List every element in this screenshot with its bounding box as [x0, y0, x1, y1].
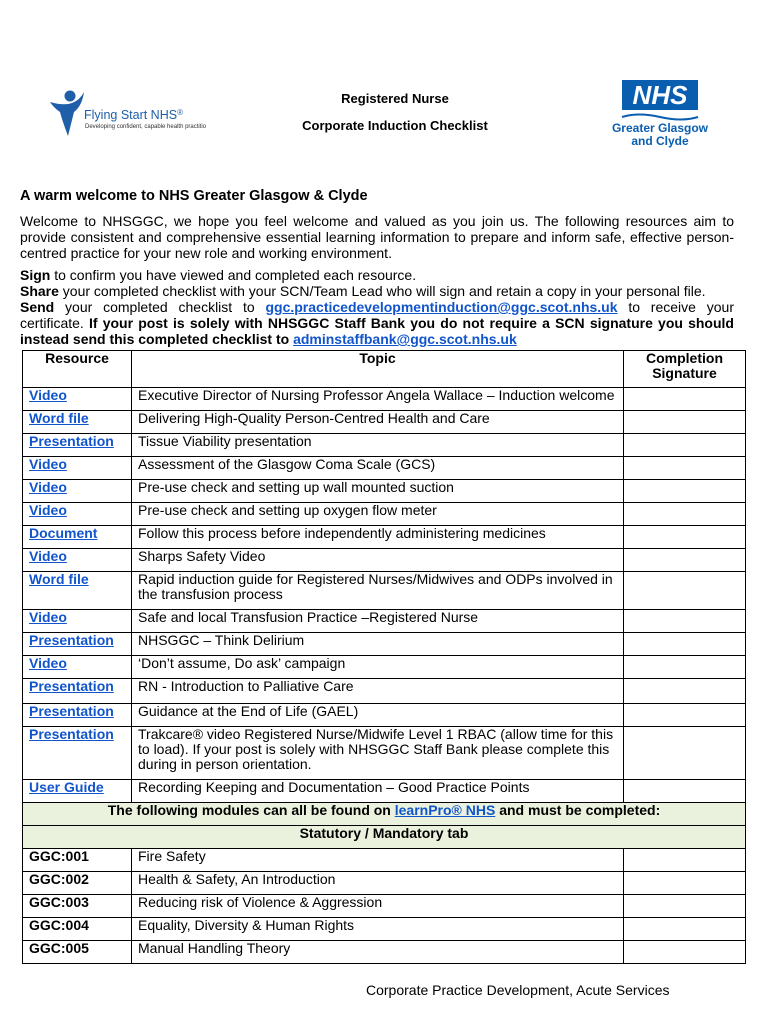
signature-cell[interactable]	[624, 872, 746, 895]
module-row	[23, 849, 746, 872]
learnpro-link[interactable]: learnPro® NHS	[394, 802, 496, 818]
table-row	[23, 480, 746, 503]
module-topic: Manual Handling Theory	[132, 941, 624, 964]
module-code: GGC:001	[23, 849, 132, 872]
header-resource: Resource	[23, 351, 132, 388]
nhs-board-line1: Greater Glasgow	[611, 121, 709, 135]
induction-email-link[interactable]: ggc.practicedevelopmentinduction@ggc.scot.nhs.uk	[265, 299, 618, 315]
signature-cell[interactable]	[624, 895, 746, 918]
table-row	[23, 549, 746, 572]
signature-cell[interactable]	[624, 480, 746, 503]
welcome-intro: Welcome to NHSGGC, we hope you feel welcome and valued as you join us. The following resources aim to provide consistent and comprehensive essential learning information to prepare and inform safe, effective person-centred practice for your new role and working environment.	[20, 213, 734, 261]
topic-cell: Trakcare® video Registered Nurse/Midwife Level 1 RBAC (allow time for this to load). If your post is solely with NHSGGC Staff Bank please complete this during in person orientation.	[132, 727, 624, 780]
signature-cell[interactable]	[624, 704, 746, 727]
send-text: your completed checklist to	[54, 299, 266, 315]
staff-bank-email-link[interactable]: adminstaffbank@ggc.scot.nhs.uk	[293, 331, 517, 347]
module-topic: Fire Safety	[132, 849, 624, 872]
module-row	[23, 941, 746, 964]
resource-link[interactable]: Video	[23, 656, 132, 679]
resource-link[interactable]: Video	[23, 549, 132, 572]
signature-cell[interactable]	[624, 388, 746, 411]
signature-cell[interactable]	[624, 656, 746, 679]
topic-cell: Sharps Safety Video	[132, 549, 624, 572]
resource-link[interactable]: Document	[23, 526, 132, 549]
table-row	[23, 679, 746, 704]
table-row	[23, 503, 746, 526]
module-row	[23, 872, 746, 895]
module-code: GGC:004	[23, 918, 132, 941]
mandatory-tab-row	[23, 826, 746, 849]
resource-link[interactable]: Video	[23, 610, 132, 633]
nhs-wordmark: NHS	[622, 80, 698, 110]
flying-start-mark: ®	[177, 108, 183, 117]
induction-checklist-table	[22, 350, 746, 964]
table-row	[23, 457, 746, 480]
signature-cell[interactable]	[624, 849, 746, 872]
topic-cell: RN - Introduction to Palliative Care	[132, 679, 624, 704]
table-row	[23, 780, 746, 803]
topic-cell: Follow this process before independently administering medicines	[132, 526, 624, 549]
signature-cell[interactable]	[624, 411, 746, 434]
table-row	[23, 572, 746, 610]
topic-cell: Assessment of the Glasgow Coma Scale (GCS)	[132, 457, 624, 480]
flying-start-logo	[48, 86, 218, 142]
signature-cell[interactable]	[624, 457, 746, 480]
sign-text: to confirm you have viewed and completed each resource.	[50, 267, 417, 283]
header-topic: Topic	[132, 351, 624, 388]
resource-link[interactable]: Presentation	[23, 727, 132, 780]
resource-link[interactable]: Presentation	[23, 633, 132, 656]
topic-cell: Guidance at the End of Life (GAEL)	[132, 704, 624, 727]
table-row	[23, 434, 746, 457]
doc-title-line1: Registered Nurse	[341, 91, 449, 106]
table-row	[23, 727, 746, 780]
table-row	[23, 526, 746, 549]
table-header-row	[23, 351, 746, 388]
module-topic: Health & Safety, An Introduction	[132, 872, 624, 895]
signature-cell[interactable]	[624, 918, 746, 941]
resource-link[interactable]: Video	[23, 503, 132, 526]
learnpro-row	[23, 803, 746, 826]
table-row	[23, 411, 746, 434]
topic-cell: Pre-use check and setting up oxygen flow meter	[132, 503, 624, 526]
resource-link[interactable]: User Guide	[23, 780, 132, 803]
module-code: GGC:002	[23, 872, 132, 895]
signature-cell[interactable]	[624, 679, 746, 704]
learnpro-post: and must be completed:	[495, 802, 661, 818]
nhs-board-line2: and Clyde	[631, 134, 689, 148]
resource-link[interactable]: Word file	[23, 572, 132, 610]
resource-link[interactable]: Video	[23, 480, 132, 503]
learnpro-pre: The following modules can all be found on	[107, 802, 395, 818]
signature-cell[interactable]	[624, 941, 746, 964]
header-signature: Completion Signature	[624, 351, 746, 388]
flying-start-figure-icon	[48, 86, 88, 142]
resource-link[interactable]: Presentation	[23, 679, 132, 704]
signature-cell[interactable]	[624, 610, 746, 633]
signature-cell[interactable]	[624, 434, 746, 457]
flying-start-name: Flying Start NHS	[84, 108, 178, 122]
send-word: Send	[20, 299, 55, 315]
module-topic: Equality, Diversity & Human Rights	[132, 918, 624, 941]
welcome-heading: A warm welcome to NHS Greater Glasgow & Clyde	[20, 188, 368, 204]
share-text: your completed checklist with your SCN/Team Lead who will sign and retain a copy in your personal file.	[58, 283, 706, 299]
resource-link[interactable]: Presentation	[23, 704, 132, 727]
instructions	[20, 267, 734, 347]
module-row	[23, 918, 746, 941]
module-topic: Reducing risk of Violence & Aggression	[132, 895, 624, 918]
topic-cell: Pre-use check and setting up wall mounted suction	[132, 480, 624, 503]
signature-cell[interactable]	[624, 549, 746, 572]
footer-text: Corporate Practice Development, Acute Services	[366, 982, 670, 998]
staff-bank-note: If your post is solely with NHSGGC Staff Bank you do not require a SCN signature you should instead send this completed checklist to	[20, 315, 734, 347]
topic-cell: Safe and local Transfusion Practice –Registered Nurse	[132, 610, 624, 633]
table-row	[23, 656, 746, 679]
nhs-ggc-logo	[608, 80, 712, 152]
signature-cell[interactable]	[624, 633, 746, 656]
sign-word: Sign	[20, 267, 51, 283]
topic-cell: Tissue Viability presentation	[132, 434, 624, 457]
resource-link[interactable]: Presentation	[23, 434, 132, 457]
mandatory-tab-label: Statutory / Mandatory tab	[23, 826, 746, 849]
table-row	[23, 610, 746, 633]
table-row	[23, 388, 746, 411]
resource-link[interactable]: Video	[23, 388, 132, 411]
table-row	[23, 704, 746, 727]
doc-title-line2: Corporate Induction Checklist	[302, 118, 488, 133]
resource-link[interactable]: Word file	[23, 411, 132, 434]
flying-start-tagline: Developing confident, capable health practitio	[85, 124, 207, 130]
resource-link[interactable]: Video	[23, 457, 132, 480]
topic-cell: Rapid induction guide for Registered Nurses/Midwives and ODPs involved in the transfusion process	[132, 572, 624, 610]
module-row	[23, 895, 746, 918]
signature-cell[interactable]	[624, 780, 746, 803]
topic-cell: Delivering High-Quality Person-Centred Health and Care	[132, 411, 624, 434]
signature-cell[interactable]	[624, 526, 746, 549]
share-word: Share	[20, 283, 59, 299]
topic-cell: Recording Keeping and Documentation – Good Practice Points	[132, 780, 624, 803]
signature-cell[interactable]	[624, 572, 746, 610]
module-code: GGC:003	[23, 895, 132, 918]
topic-cell: Executive Director of Nursing Professor Angela Wallace – Induction welcome	[132, 388, 624, 411]
topic-cell: ‘Don’t assume, Do ask’ campaign	[132, 656, 624, 679]
table-row	[23, 633, 746, 656]
topic-cell: NHSGGC – Think Delirium	[132, 633, 624, 656]
module-code: GGC:005	[23, 941, 132, 964]
send-text-2: to receive your certificate.	[20, 299, 734, 331]
signature-cell[interactable]	[624, 727, 746, 780]
signature-cell[interactable]	[624, 503, 746, 526]
